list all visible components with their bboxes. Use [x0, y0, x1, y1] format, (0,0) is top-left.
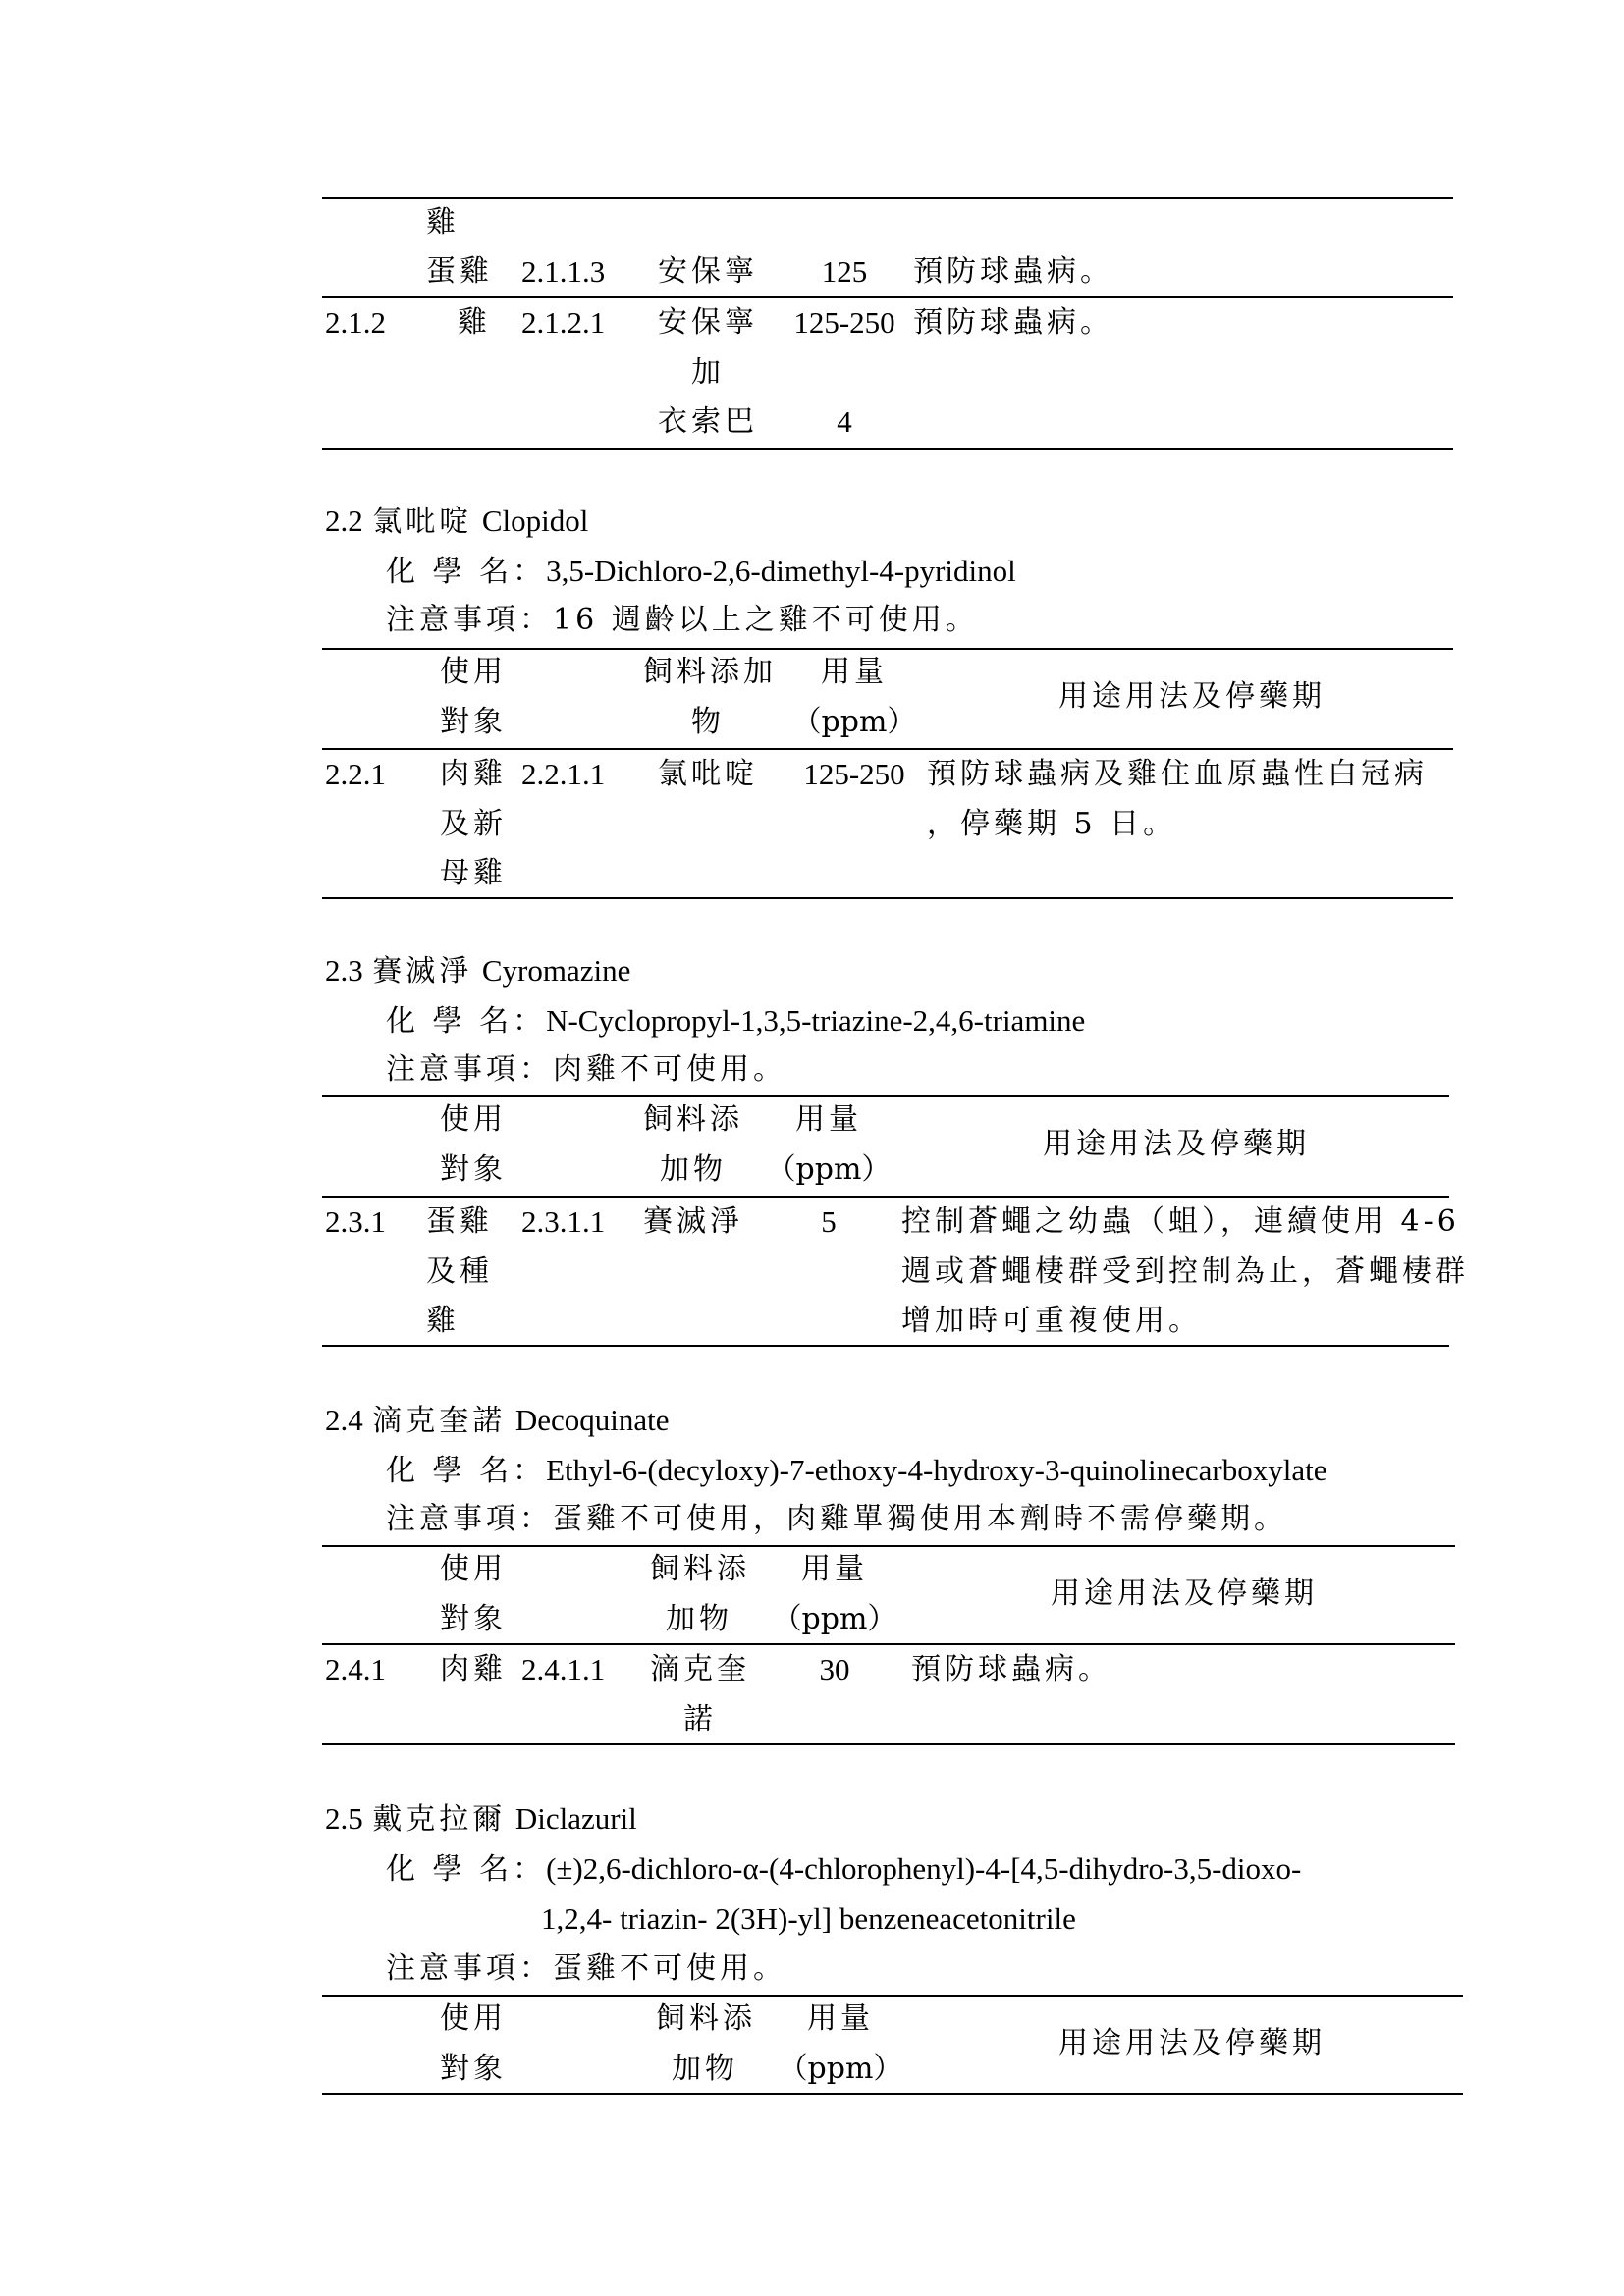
- table-cell-additive: 安保寧: [658, 305, 758, 340]
- table-rule: [322, 1545, 1455, 1547]
- note-label: 注意事項：: [386, 1052, 553, 1087]
- chemical-name-label: 化 學 名：: [386, 1454, 547, 1488]
- table-cell-no: 2.3.1: [325, 1204, 386, 1239]
- table-cell-target: 母雞: [440, 856, 507, 890]
- header-dose: （ppm）: [766, 1152, 892, 1187]
- header-target: 對象: [440, 2052, 507, 2086]
- chemical-name: Ethyl-6-(decyloxy)-7-ethoxy-4-hydroxy-3-quinolinecarboxylate: [546, 1453, 1327, 1487]
- section-title-zh: 戴克拉爾: [372, 1802, 507, 1837]
- chemical-name-continued: 1,2,4- triazin- 2(3H)-yl] benzeneacetonitrile: [541, 1901, 1076, 1936]
- table-rule: [322, 1743, 1455, 1745]
- table-cell-no: 2.1.2: [325, 305, 386, 340]
- table-rule: [322, 296, 1453, 298]
- table-cell-usage: 預防球蟲病。: [913, 305, 1113, 340]
- chemical-name: 3,5-Dichloro-2,6-dimethyl-4-pyridinol: [546, 554, 1016, 588]
- table-cell-usage: 預防球蟲病。: [911, 1652, 1111, 1686]
- section-title-en: Decoquinate: [514, 1403, 670, 1437]
- table-cell-target: 蛋雞: [426, 1204, 493, 1239]
- note-label: 注意事項：: [386, 1951, 553, 1986]
- table-cell-usage: 控制蒼蠅之幼蟲（蛆），連續使用 4-6: [901, 1204, 1460, 1239]
- chemical-name-line: [386, 552, 1016, 592]
- table-rule: [322, 1643, 1455, 1645]
- table-cell-target: 蛋雞: [426, 254, 493, 289]
- table-cell-dose: 4: [837, 404, 852, 439]
- header-usage: 用途用法及停藥期: [1051, 1576, 1318, 1611]
- table-rule: [322, 1345, 1449, 1347]
- note-text: 肉雞不可使用。: [553, 1052, 786, 1087]
- table-rule: [322, 897, 1453, 899]
- header-dose: （ppm）: [778, 2052, 903, 2086]
- table-cell-target: 及種: [426, 1255, 493, 1289]
- chemical-name: (±)2,6-dichloro-α-(4-chlorophenyl)-4-[4,5-dihydro-3,5-dioxo-: [546, 1851, 1302, 1886]
- table-cell-additive: 加: [691, 355, 725, 390]
- section-title-en: Cyromazine: [481, 953, 631, 988]
- section-title-en: Diclazuril: [514, 1801, 637, 1836]
- table-cell-target: 肉雞: [440, 1652, 507, 1686]
- header-additive: 加物: [672, 2052, 738, 2086]
- header-additive: 加物: [660, 1152, 727, 1187]
- note-line: [386, 1949, 786, 1989]
- section-number: 2.2: [325, 504, 363, 538]
- section-title-en: Clopidol: [481, 504, 589, 538]
- header-target: 使用: [440, 1102, 507, 1137]
- note-line: [386, 1050, 786, 1090]
- note-line: [386, 1500, 1287, 1539]
- header-usage: 用途用法及停藥期: [1058, 679, 1326, 714]
- table-cell-additive: 安保寧: [658, 254, 758, 289]
- header-additive: 飼料添: [656, 2002, 756, 2036]
- header-additive: 物: [691, 705, 725, 739]
- chemical-name-label: 化 學 名：: [386, 555, 547, 589]
- table-cell-usage: ，停藥期 5 日。: [927, 807, 1177, 841]
- table-cell-dose: 5: [821, 1204, 837, 1239]
- header-target: 對象: [440, 1152, 507, 1187]
- header-target: 使用: [440, 2002, 507, 2036]
- table-cell-additive: 賽滅淨: [643, 1204, 743, 1239]
- chemical-name: N-Cyclopropyl-1,3,5-triazine-2,4,6-triamine: [546, 1003, 1086, 1038]
- table-cell-dose: 125: [821, 254, 868, 289]
- table-cell-additive: 衣索巴: [658, 404, 758, 439]
- header-usage: 用途用法及停藥期: [1043, 1127, 1310, 1161]
- note-line: [386, 601, 979, 640]
- table-cell-subno: 2.2.1.1: [521, 757, 606, 791]
- table-rule: [322, 1095, 1449, 1097]
- header-dose: （ppm）: [772, 1602, 897, 1636]
- table-cell-target: 肉雞: [440, 757, 507, 791]
- header-dose: 用量: [795, 1102, 862, 1137]
- note-label: 注意事項：: [386, 1502, 553, 1536]
- header-dose: （ppm）: [791, 705, 917, 739]
- table-cell-subno: 2.4.1.1: [521, 1652, 606, 1686]
- table-cell-usage: 週或蒼蠅棲群受到控制為止，蒼蠅棲群: [901, 1255, 1469, 1289]
- table-cell-target: 及新: [440, 807, 507, 841]
- table-rule: [322, 197, 1453, 199]
- table-cell-target: 雞: [426, 205, 460, 240]
- section-heading: [325, 1401, 670, 1441]
- section-number: 2.5: [325, 1801, 363, 1836]
- header-additive: 飼料添: [643, 1102, 743, 1137]
- table-cell-no: 2.4.1: [325, 1652, 386, 1686]
- table-rule: [322, 1995, 1463, 1997]
- section-number: 2.3: [325, 953, 363, 988]
- section-number: 2.4: [325, 1403, 363, 1437]
- section-title-zh: 賽滅淨: [372, 954, 473, 988]
- section-heading: [325, 951, 630, 991]
- table-cell-usage: 預防球蟲病及雞住血原蟲性白冠病: [927, 757, 1428, 791]
- section-heading: [325, 502, 588, 542]
- table-cell-subno: 2.1.1.3: [521, 254, 606, 289]
- section-title-zh: 滴克奎諾: [372, 1404, 507, 1438]
- header-target: 使用: [440, 1552, 507, 1586]
- header-dose: 用量: [821, 655, 888, 689]
- table-cell-target: 雞: [458, 305, 491, 340]
- table-rule: [322, 2093, 1463, 2095]
- chemical-name-line: [386, 1849, 1301, 1890]
- header-additive: 飼料添: [650, 1552, 750, 1586]
- table-cell-additive: 滴克奎: [650, 1652, 750, 1686]
- table-cell-dose: 125-250: [793, 305, 895, 340]
- table-rule: [322, 648, 1453, 650]
- note-text: 蛋雞不可使用，肉雞單獨使用本劑時不需停藥期。: [553, 1502, 1287, 1536]
- table-rule: [322, 1196, 1449, 1198]
- table-cell-usage: 預防球蟲病。: [913, 254, 1113, 289]
- header-additive: 加物: [666, 1602, 732, 1636]
- chemical-name-line: [386, 1451, 1326, 1491]
- header-target: 對象: [440, 1602, 507, 1636]
- table-cell-dose: 125-250: [803, 757, 905, 791]
- header-target: 使用: [440, 655, 507, 689]
- table-cell-usage: 增加時可重複使用。: [901, 1304, 1202, 1338]
- table-cell-no: 2.2.1: [325, 757, 386, 791]
- table-cell-additive: 諾: [683, 1702, 717, 1736]
- header-additive: 飼料添加: [643, 655, 777, 689]
- note-text: 16 週齡以上之雞不可使用。: [553, 603, 979, 637]
- header-dose: 用量: [807, 2002, 874, 2036]
- chemical-name-line: [386, 1001, 1085, 1041]
- header-target: 對象: [440, 705, 507, 739]
- table-rule: [322, 748, 1453, 750]
- header-dose: 用量: [801, 1552, 868, 1586]
- table-cell-subno: 2.1.2.1: [521, 305, 606, 340]
- table-rule: [322, 448, 1453, 450]
- table-cell-additive: 氯吡啶: [658, 757, 758, 791]
- table-cell-target: 雞: [426, 1304, 460, 1338]
- note-label: 注意事項：: [386, 603, 553, 637]
- section-title-zh: 氯吡啶: [372, 505, 473, 539]
- chemical-name-label: 化 學 名：: [386, 1004, 547, 1039]
- note-text: 蛋雞不可使用。: [553, 1951, 786, 1986]
- chemical-name-label: 化 學 名：: [386, 1852, 547, 1887]
- table-cell-subno: 2.3.1.1: [521, 1204, 606, 1239]
- table-cell-dose: 30: [819, 1652, 850, 1686]
- header-usage: 用途用法及停藥期: [1058, 2026, 1326, 2060]
- section-heading: [325, 1799, 637, 1840]
